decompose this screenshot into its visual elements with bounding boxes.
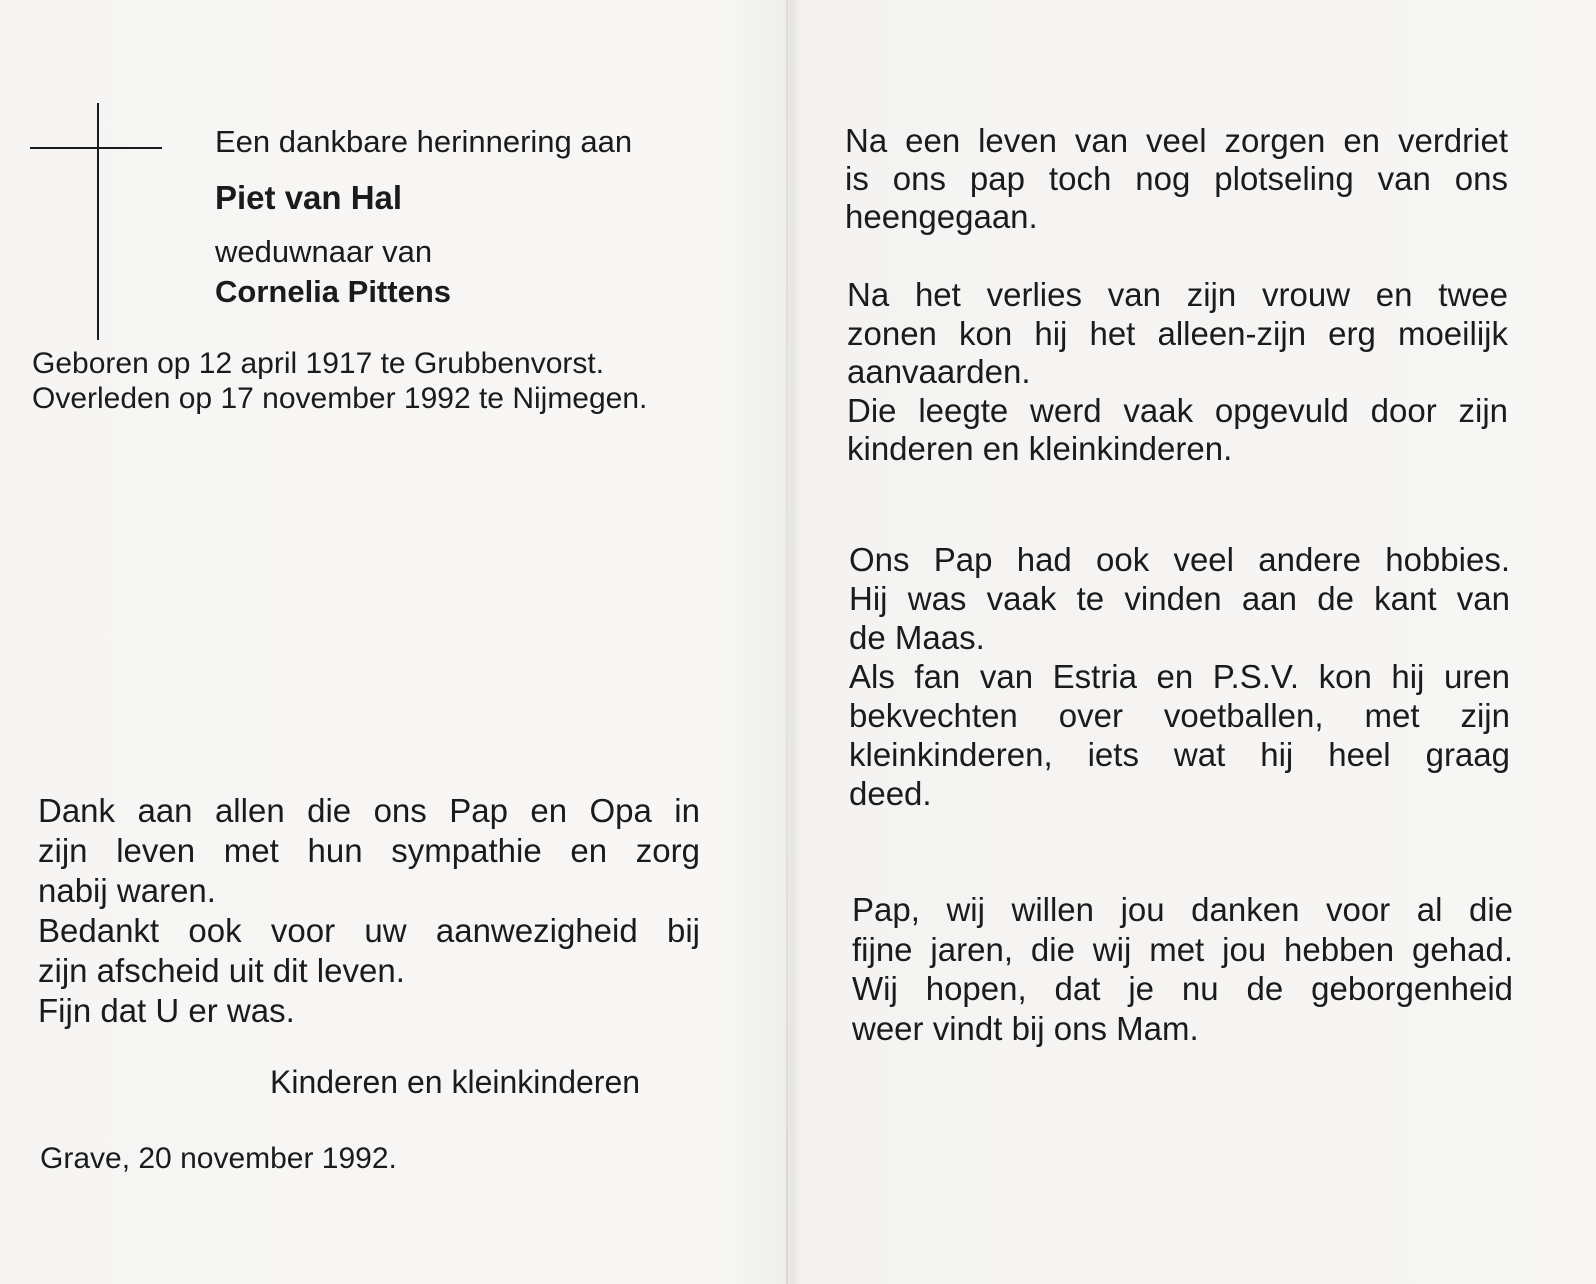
text-line: de Maas. — [849, 619, 985, 656]
text-line: Na een leven van veel zorgen en verdriet — [845, 122, 1508, 159]
card-fold — [786, 0, 788, 1284]
text-line: heengegaan. — [845, 198, 1038, 235]
text-line: Ons Pap had ook veel andere hobbies. — [849, 541, 1510, 578]
place-date: Grave, 20 november 1992. — [40, 1142, 397, 1175]
text-paragraph-3 — [849, 540, 1510, 813]
text-line: weer vindt bij ons Mam. — [852, 1009, 1199, 1047]
spouse-name: Cornelia Pittens — [215, 274, 451, 309]
text-line: Hij was vaak te vinden aan de kant van — [849, 580, 1510, 617]
birth-line: Geboren op 12 april 1917 te Grubbenvorst. — [32, 347, 605, 380]
text-line: Na het verlies van zijn vrouw en twee — [847, 276, 1508, 313]
text-line: zonen kon hij het alleen-zijn erg moeilijk — [847, 314, 1508, 352]
text-line: bekvechten over voetballen, met zijn — [849, 697, 1510, 734]
text-line: deed. — [849, 775, 932, 812]
thanks-line: nabij waren. — [38, 872, 216, 909]
cross-horizontal-bar — [30, 147, 162, 149]
text-line: fijne jaren, die wij met jou hebben gehad. — [852, 930, 1513, 968]
text-line: Als fan van Estria en P.S.V. kon hij uren — [849, 658, 1510, 695]
thanks-line: Dank aan allen die ons Pap en Opa in — [38, 792, 700, 829]
text-paragraph-2 — [847, 276, 1508, 469]
text-line: Wij hopen, dat je nu de geborgenheid — [852, 970, 1513, 1007]
text-line: kinderen en kleinkinderen. — [847, 430, 1233, 467]
signature-text: Kinderen en kleinkinderen — [270, 1064, 641, 1100]
thanks-paragraph — [38, 791, 700, 1031]
text-paragraph-1 — [845, 122, 1508, 236]
intro-text: Een dankbare herinnering aan — [215, 124, 633, 159]
relation-text: weduwnaar van — [215, 234, 433, 269]
text-line: aanvaarden. — [847, 353, 1031, 390]
thanks-line: zijn afscheid uit dit leven. — [38, 952, 405, 989]
deceased-name: Piet van Hal — [215, 179, 403, 216]
text-line: kleinkinderen, iets wat hij heel graag — [849, 736, 1510, 773]
text-line: Die leegte werd vaak opgevuld door zijn — [847, 391, 1508, 429]
cross-vertical-bar — [97, 103, 99, 340]
thanks-line: Fijn dat U er was. — [38, 992, 295, 1029]
death-line: Overleden op 17 november 1992 te Nijmegen. — [32, 382, 648, 415]
text-line: Pap, wij willen jou danken voor al die — [852, 891, 1513, 928]
thanks-line: Bedankt ook voor uw aanwezigheid bij — [38, 912, 700, 949]
text-paragraph-4 — [852, 890, 1513, 1048]
text-line: is ons pap toch nog plotseling van ons — [845, 160, 1508, 197]
thanks-line: zijn leven met hun sympathie en zorg — [38, 832, 700, 869]
